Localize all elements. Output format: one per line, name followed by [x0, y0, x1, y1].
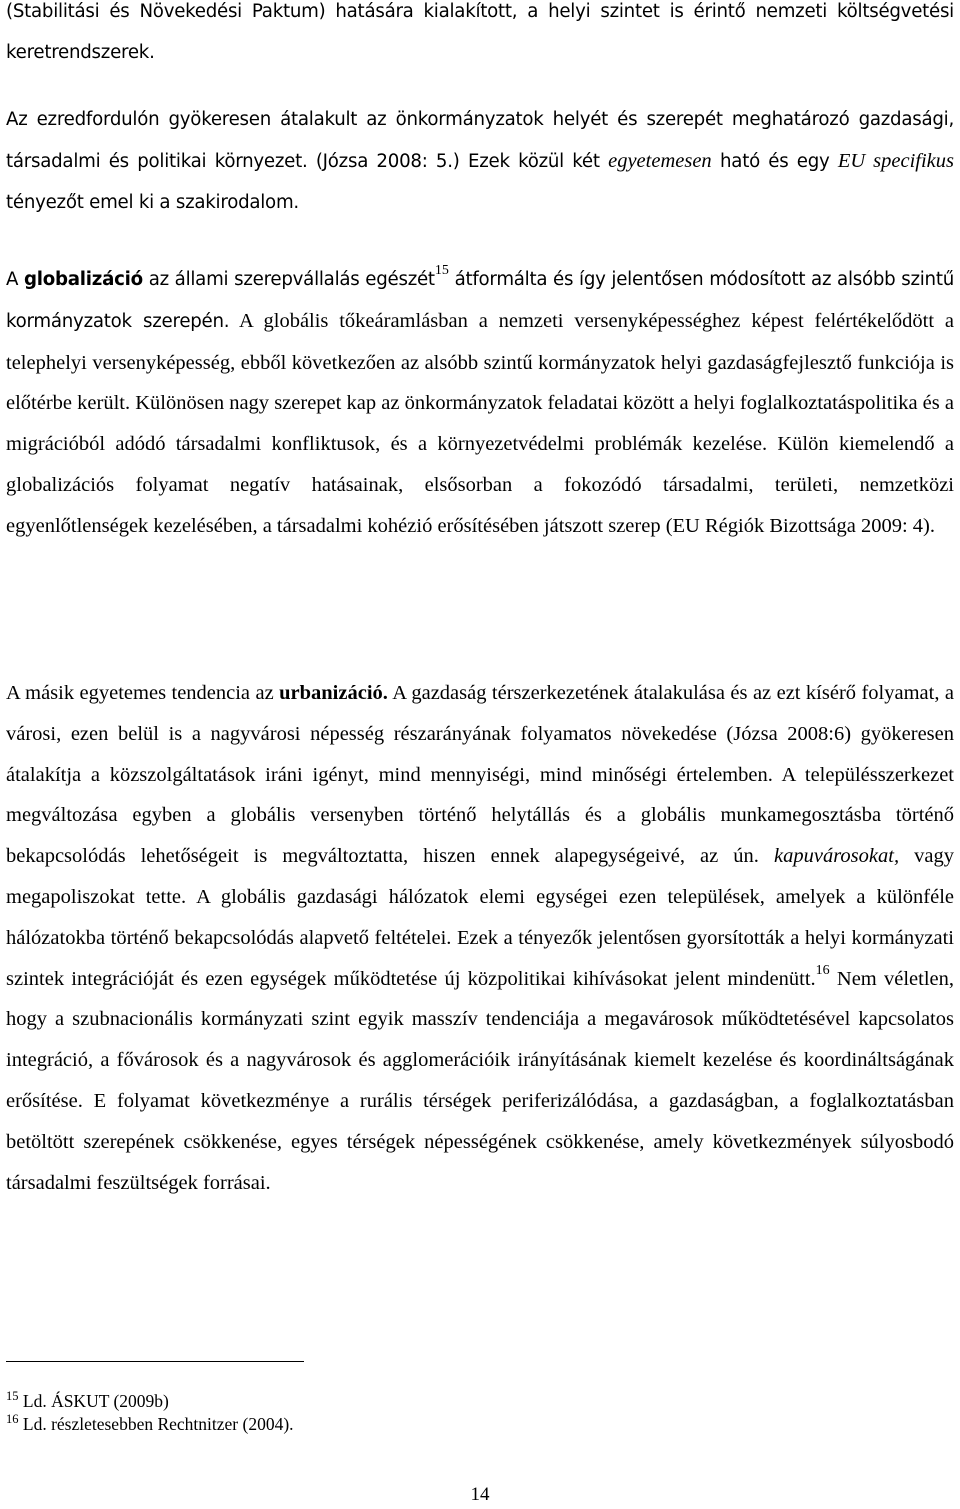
footnote-mark: 15: [6, 1389, 19, 1403]
paragraph-text: (Stabilitási és Növekedési Paktum) hatására kialakított, a helyi szintet is érintő nemzeti költségvetési keretrendszerek.: [6, 1, 954, 63]
paragraph-globalization: [6, 259, 954, 547]
footnote-15: [6, 1390, 169, 1414]
footnote-16: [6, 1413, 294, 1437]
footnote-mark: 16: [6, 1412, 19, 1426]
paragraph-urbanization: [6, 673, 954, 1203]
paragraph-text: A globális tőkeáramlásban a nemzeti versenyképességhez képest felértékelődött a telephelyi versenyképesség, ebből következően az alsóbb szintű kormányzatok helyi gazdaságfejlesztő funkciója is előtérbe került. Különösen nagy szerepet kap az önkormányzatok feladatai között a helyi foglalkoztatáspolitika és a migrációból adódó társadalmi konfliktusok, és a környezetvédelmi problémák kezelése. Külön kiemelendő a globalizációs folyamat negatív hatásainak, elsősorban a fokozódó társadalmi, területi, nemzetközi egyenlőtlenségek kezelésében, a társadalmi kohézió erősítésében játszott szerep (EU Régiók Bizottsága 2009: 4).: [6, 309, 954, 537]
paragraph-text: Nem véletlen, hogy a szubnacionális kormányzati szint egyik masszív tendenciája a megavárosok működtetésével kapcsolatos integráció, a fővárosok és a nagyvárosok és agglomerációik irányításának kiemelt kezelése és koordináltságának erősítése. E folyamat következménye a rurális térségek periferizálódása, a gazdaságban, a foglalkoztatásban betöltött szerepének csökkenése, egyes térségek népességének csökkenése, amely következmények súlyosbodó társadalmi feszültségek forrásai.: [6, 967, 955, 1194]
footnote-text: Ld. ÁSKUT (2009b): [22, 1391, 169, 1411]
paragraph-text: A másik egyetemes tendencia az: [6, 682, 280, 704]
paragraph-text: A gazdaság térszerkezetének átalakulása és az ezt kísérő folyamat, a városi, ezen belül is a nagyvárosi népesség részarányának folyamatos növekedése (Józsa 2008:6) gyökeresen átalakítja a közszolgáltatások iráni igényt, mind mennyiségi, mind minőségi értelemben. A településszerkezet megváltozása egyben a globális versenyben történő helytállás és a globális munkamegosztásba történő bekapcsolódás lehetőségeit is megváltoztatta, hiszen ennek alapegységeivé, az ún.: [6, 682, 955, 868]
paragraph-text: A: [6, 269, 24, 290]
paragraph-text: Az ezredfordulón gyökeresen átalakult az önkormányzatok helyét és szerepét meghatározó gazdasági, társadalmi és politikai környezet. (Józsa 2008: 5.) Ezek közül két: [6, 109, 954, 172]
italic-term-universal: egyetemesen: [608, 149, 712, 172]
footnote-separator: [6, 1361, 304, 1362]
footnote-reference-16[interactable]: 16: [815, 962, 830, 978]
paragraph-text: vagy megapoliszokat tette. A globális gazdasági hálózatok elemi egységei ezen települések, amelyek a különféle hálózatokba történő bekapcsolódás alapvető feltételei. Ezek a tényezők jelentősen gyorsították a helyi kormányzati szintek integrációját és ezen egységek működtetése új közpolitikai kihívásokat jelent mindenütt.: [6, 845, 954, 990]
italic-term-eu-specific: EU specifikus: [837, 149, 955, 172]
page-number: 14: [470, 1484, 490, 1505]
paragraph-stability-pact: [6, 0, 954, 74]
bold-term-globalization: globalizáció: [24, 269, 143, 290]
footnote-reference-15[interactable]: 15: [434, 263, 449, 278]
paragraph-environment: [6, 100, 954, 223]
bold-term-urbanization: urbanizáció.: [279, 682, 388, 704]
italic-term-gateway-cities: kapuvárosokat,: [774, 845, 900, 868]
paragraph-text: ható és egy: [711, 150, 838, 172]
paragraph-text: tényezőt emel ki a szakirodalom.: [6, 191, 299, 213]
footnote-text: Ld. részletesebben Rechtnitzer (2004).: [22, 1414, 294, 1434]
paragraph-text: átformálta és így jelentősen módosított az alsóbb szintű kormányzatok szerepén.: [6, 269, 954, 332]
paragraph-text: az állami szerepvállalás egészét: [142, 269, 435, 290]
